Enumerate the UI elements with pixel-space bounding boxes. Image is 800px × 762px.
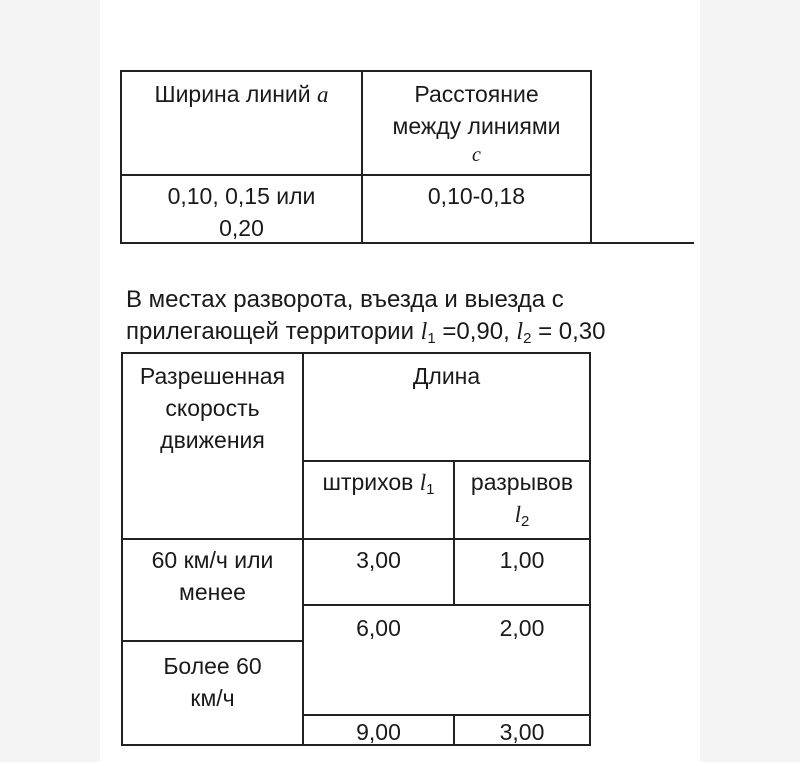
speed-group-high: Более 60 км/ч bbox=[163, 653, 262, 711]
length-header-divider bbox=[302, 460, 591, 462]
gaps-header: разрывов $l_2$ bbox=[470, 469, 574, 530]
length-header: Длина bbox=[412, 363, 481, 389]
table2-header-bottom bbox=[121, 538, 591, 540]
speed-group-divider bbox=[121, 640, 304, 642]
table2-top-border bbox=[121, 352, 591, 354]
paragraph-line-2: прилегающей территории $l_1 =0,90$, $l_2 = 0,30$ bbox=[126, 318, 606, 347]
table1-header-divider bbox=[120, 174, 592, 176]
table2-right-border bbox=[589, 352, 591, 746]
strokes-header: штрихов $l_1$ bbox=[322, 469, 435, 498]
strokes-value-row1: 3,00 bbox=[356, 547, 401, 573]
line-spacing-value: 0,10-0,18 bbox=[427, 183, 526, 209]
paragraph-line-1: В местах разворота, въезда и выезда с bbox=[126, 286, 564, 313]
gaps-value-row3: 3,00 bbox=[499, 719, 545, 745]
row1-bottom-divider bbox=[302, 604, 591, 606]
gaps-value-row2: 2,00 bbox=[499, 615, 545, 641]
line-width-header: Ширина линий a bbox=[154, 81, 329, 107]
strokes-value-row2: 6,00 bbox=[356, 615, 401, 641]
table1-top-border bbox=[120, 70, 592, 72]
speed-group-low: 60 км/ч или менее bbox=[151, 547, 274, 605]
line-width-value: 0,10, 0,15 или 0,20 bbox=[167, 183, 316, 241]
line-spacing-header: Расстояние между линиями c bbox=[392, 81, 561, 166]
gaps-value-row1: 1,00 bbox=[499, 547, 545, 573]
table1-right-border bbox=[590, 70, 592, 244]
strokes-value-row3: 9,00 bbox=[356, 719, 401, 745]
speed-header: Разрешенная скорость движения bbox=[139, 363, 286, 453]
